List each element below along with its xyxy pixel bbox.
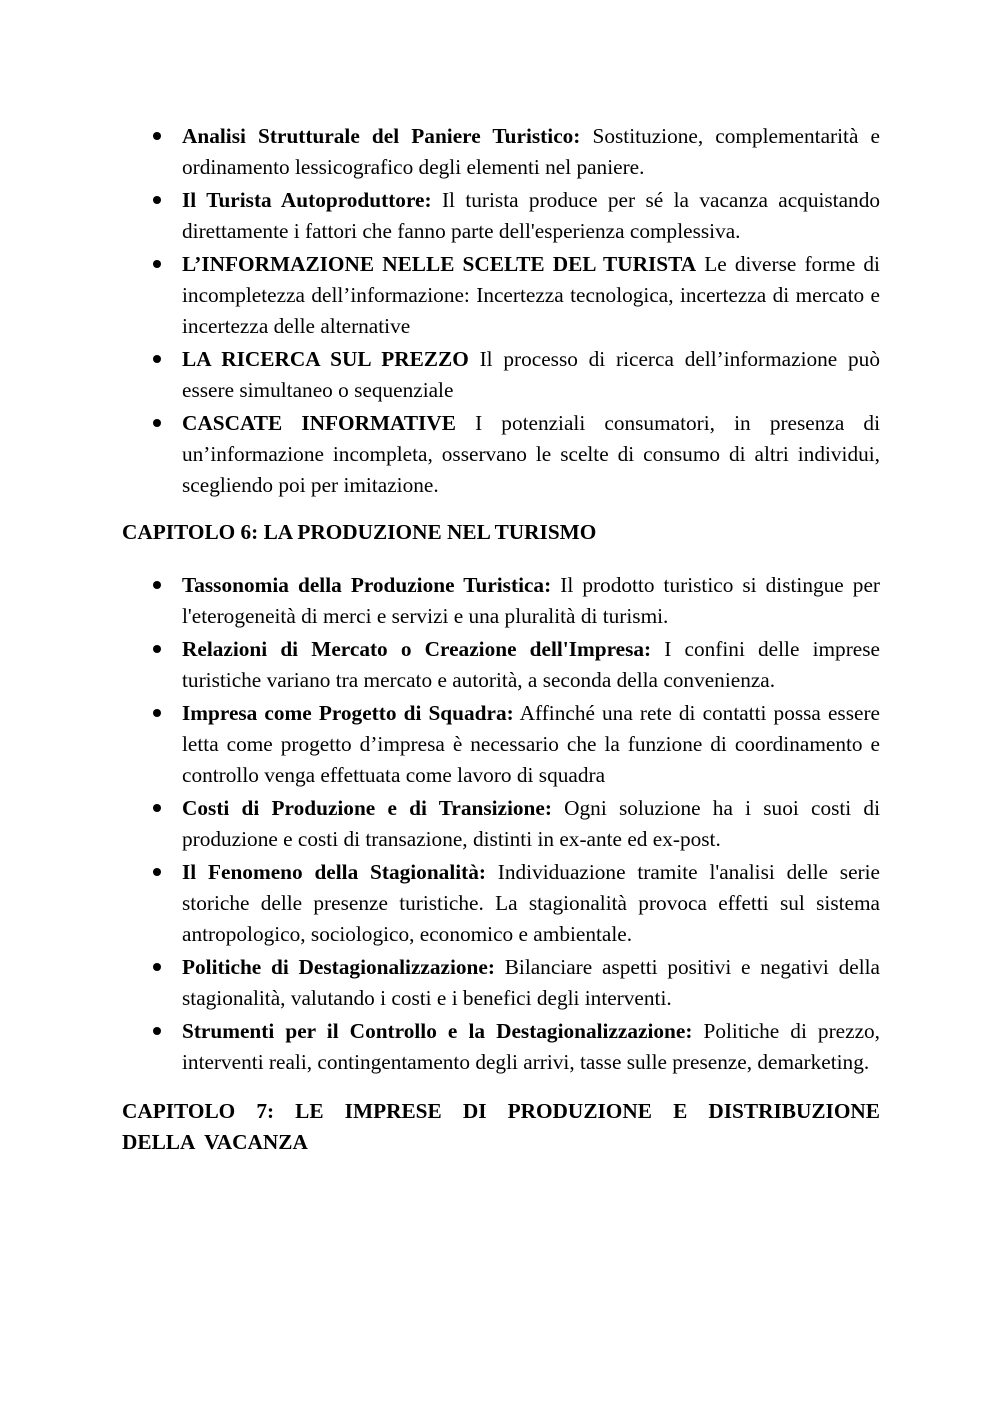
item-term: Strumenti per il Controllo e la Destagionalizzazione: [182,1019,693,1043]
item-text: Affinché una rete di contatti possa essere letta come progetto d’impresa è necessario che la funzione di coordinamento e controllo venga effettuata come lavoro di squadra [182,701,880,787]
item-term: Costi di Produzione e di Transizione: [182,796,552,820]
bullet-icon [153,709,161,717]
list-item [122,570,880,632]
list-item [122,408,880,501]
chapter-6-heading: CAPITOLO 6: LA PRODUZIONE NEL TURISMO [122,520,597,544]
bullet-icon [153,645,161,653]
item-text: Il turista produce per sé la vacanza acquistando direttamente i fattori che fanno parte dell'esperienza complessiva. [182,188,880,243]
bullet-icon [153,1027,161,1035]
item-text: Il processo di ricerca dell’informazione può essere simultaneo o sequenziale [182,347,880,402]
bullet-icon [153,804,161,812]
item-text: I confini delle imprese turistiche variano tra mercato e autorità, a seconda della convenienza. [182,637,880,692]
item-term: Tassonomia della Produzione Turistica: [182,573,552,597]
item-text: Sostituzione, complementarità e ordinamento lessicografico degli elementi nel paniere. [182,124,880,179]
item-text: Il prodotto turistico si distingue per l'eterogeneità di merci e servizi e una pluralità di turismi. [182,573,880,628]
document-page [122,121,880,1158]
item-term: Relazioni di Mercato o Creazione dell'Impresa: [182,637,652,661]
item-term: CASCATE INFORMATIVE [182,411,456,435]
list-item [122,185,880,247]
item-term: Analisi Strutturale del Paniere Turistico: [182,124,581,148]
list-item [122,344,880,406]
bullet-icon [153,132,161,140]
item-term: Impresa come Progetto di Squadra: [182,701,514,725]
bullet-icon [153,963,161,971]
bullet-list-section-1 [122,121,880,501]
list-item [122,1016,880,1078]
item-term: Politiche di Destagionalizzazione: [182,955,495,979]
bullet-icon [153,419,161,427]
item-term: Il Fenomeno della Stagionalità: [182,860,486,884]
list-item [122,698,880,791]
bullet-icon [153,581,161,589]
list-item [122,121,880,183]
item-text: I potenziali consumatori, in presenza di un’informazione incompleta, osservano le scelte di consumo di altri individui, scegliendo poi per imitazione. [182,411,881,497]
item-text: Ogni soluzione ha i suoi costi di produzione e costi di transazione, distinti in ex-ante ed ex-post. [182,796,881,851]
bullet-icon [153,260,161,268]
item-term: LA RICERCA SUL PREZZO [182,347,469,371]
list-item [122,249,880,342]
chapter-7-heading: CAPITOLO 7: LE IMPRESE DI PRODUZIONE E DISTRIBUZIONE DELLA VACANZA [122,1099,880,1154]
list-item [122,634,880,696]
bullet-icon [153,196,161,204]
bullet-icon [153,868,161,876]
list-item [122,952,880,1014]
item-text: Individuazione tramite l'analisi delle serie storiche delle presenze turistiche. La stagionalità provoca effetti sul sistema antropologico, sociologico, economico e ambientale. [182,860,880,946]
item-term: L’INFORMAZIONE NELLE SCELTE DEL TURISTA [182,252,697,276]
item-text: Politiche di prezzo, interventi reali, contingentamento degli arrivi, tasse sulle presenze, demarketing. [182,1019,880,1074]
list-item [122,793,880,855]
bullet-list-chapter-6 [122,570,880,1078]
list-item [122,857,880,950]
bullet-icon [153,355,161,363]
item-term: Il Turista Autoproduttore: [182,188,432,212]
item-text: Bilanciare aspetti positivi e negativi della stagionalità, valutando i costi e i benefici degli interventi. [182,955,880,1010]
item-text: Le diverse forme di incompletezza dell’informazione: Incertezza tecnologica, incertezza di mercato e incertezza delle alternative [182,252,880,338]
